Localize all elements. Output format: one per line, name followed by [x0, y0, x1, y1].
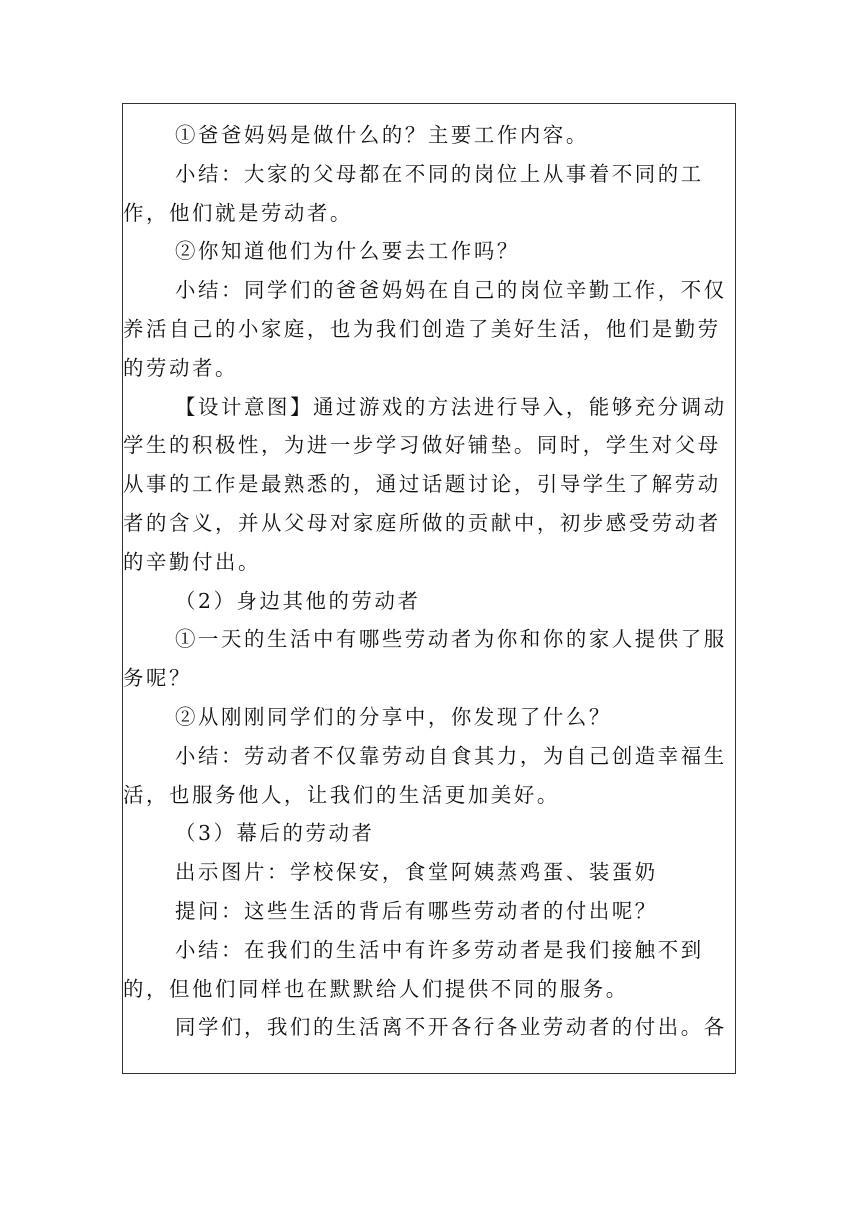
section-heading: （2）身边其他的劳动者 [175, 588, 421, 613]
paragraph: 同学们，我们的生活离不开各行各业劳动者的付出。各 [175, 1015, 727, 1040]
paragraph: ②你知道他们为什么要去工作吗？ [175, 239, 520, 264]
paragraph: ②从刚刚同学们的分享中，你发现了什么？ [175, 704, 612, 729]
paragraph: ①一天的生活中有哪些劳动者为你和你的家人提供了服务呢？ [123, 627, 727, 691]
section-heading: （3）幕后的劳动者 [175, 821, 375, 846]
design-intent-paragraph: 【设计意图】通过游戏的方法进行导入，能够充分调动学生的积极性，为进一步学习做好铺垫。同时，学生对父母从事的工作是最熟悉的，通过话题讨论，引导学生了解劳动者的含义，并从父母对家庭所做的贡献中，初步感受劳动者的辛勤付出。 [123, 394, 727, 574]
lesson-table-cell [122, 103, 736, 1074]
paragraph: 小结：同学们的爸爸妈妈在自己的岗位辛勤工作，不仅养活自己的小家庭，也为我们创造了美好生活，他们是勤劳的劳动者。 [123, 278, 727, 380]
paragraph: 小结：在我们的生活中有许多劳动者是我们接触不到的，但他们同样也在默默给人们提供不同的服务。 [123, 937, 704, 1001]
paragraph: 出示图片：学校保安，食堂阿姨蒸鸡蛋、装蛋奶 [175, 860, 658, 885]
paragraph: ①爸爸妈妈是做什么的？主要工作内容。 [175, 123, 589, 147]
paragraph: 小结：大家的父母都在不同的岗位上从事着不同的工作，他们就是劳动者。 [123, 161, 704, 225]
paragraph: 提问：这些生活的背后有哪些劳动者的付出呢？ [175, 898, 658, 923]
lesson-content [123, 116, 730, 1047]
paragraph: 小结：劳动者不仅靠劳动自食其力，为自己创造幸福生活，也服务他人，让我们的生活更加美好。 [123, 743, 727, 807]
